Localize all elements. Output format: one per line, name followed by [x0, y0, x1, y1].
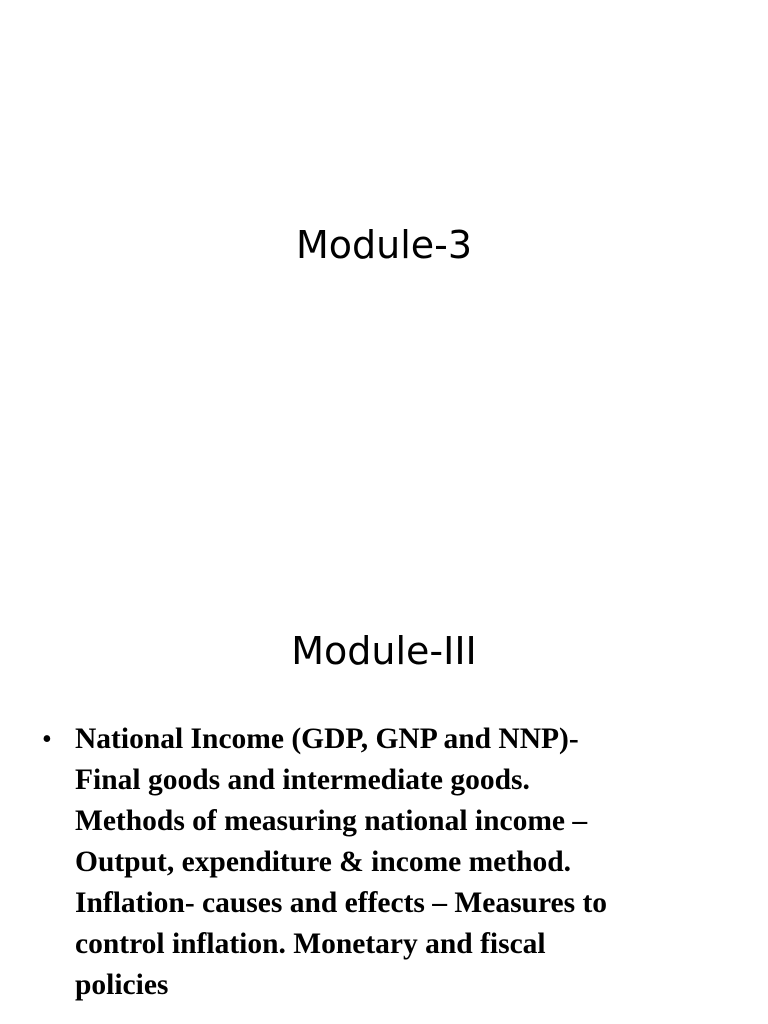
- slide-title: Module-3: [295, 223, 473, 267]
- bullet-item: [42, 719, 702, 1006]
- slide-title: Module-III: [291, 629, 477, 673]
- bullet-list: [42, 719, 702, 1006]
- bullet-icon: •: [42, 724, 52, 755]
- bullet-text: National Income (GDP, GNP and NNP)- Final goods and intermediate goods. Methods of measuring national income – Output, expenditure & income method. Inflation- causes and effects – Measures to control inflation. Monetary and fiscal policies: [75, 723, 608, 1001]
- slide-module-iii: [0, 512, 768, 1024]
